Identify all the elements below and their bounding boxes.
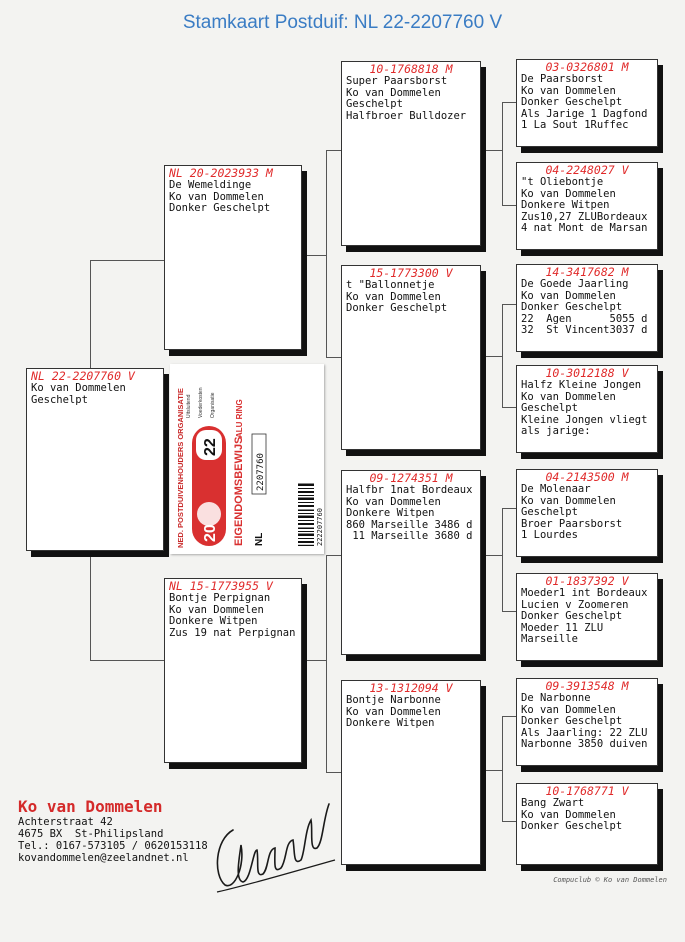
ring-number: 04-2248027 V	[545, 163, 629, 177]
info-line: Als Jarige 1 Dagfond	[521, 108, 648, 120]
connector	[90, 550, 165, 661]
signature	[205, 790, 345, 900]
certificate-graphic	[170, 364, 324, 554]
connector	[502, 102, 517, 206]
connector	[481, 770, 502, 772]
owner-email: kovandommelen@zeelandnet.nl	[18, 852, 189, 864]
info-line: Donkere Witpen	[346, 718, 435, 730]
info-line: Geschelpt	[31, 394, 88, 406]
pigeon-card-ssd	[516, 162, 658, 250]
footer-credit: Compuclub © Ko van Dommelen	[553, 876, 667, 884]
info-line: De Wemeldinge	[169, 180, 252, 191]
info-line: Donkere Witpen	[521, 200, 610, 212]
info-line: Donker Geschelpt	[521, 611, 623, 623]
ownership-certificate	[170, 364, 324, 554]
legend-item: Voederkosten	[198, 387, 204, 418]
connector	[502, 304, 517, 408]
ring-number: 09-1274351 M	[369, 471, 453, 485]
info-line: Narbonne 3850 duiven	[521, 739, 648, 751]
connector	[502, 508, 517, 612]
info-line: De Paarsborst	[521, 74, 604, 85]
info-line: Bang Zwart	[521, 798, 585, 809]
connector	[502, 716, 517, 822]
ring-number: 15-1773300 V	[369, 266, 453, 280]
connector	[481, 555, 502, 557]
pigeon-card-sss	[516, 59, 658, 147]
certificate-ring-number: 2207760	[256, 453, 266, 491]
pigeon-card-sire-dam	[341, 265, 481, 450]
info-line: Ko van Dommelen	[346, 87, 441, 99]
info-line: 1 Lourdes	[521, 530, 578, 542]
info-line: De Goede Jaarling	[521, 279, 629, 290]
info-line: 4 nat Mont de Marsan	[521, 223, 648, 235]
info-line: Ko van Dommelen	[521, 85, 616, 97]
year-right: 22	[202, 438, 219, 456]
ring-number: 01-1837392 V	[545, 574, 629, 588]
org-name: NED. POSTDUIVENHOUDERS ORGANISATIE	[176, 388, 185, 548]
info-line: "t Oliebontje	[521, 177, 604, 188]
lion-emblem-icon	[197, 502, 221, 526]
info-line: Ko van Dommelen	[521, 809, 616, 821]
ring-number: 09-3913548 M	[545, 679, 629, 693]
pigeon-card-dsd	[516, 573, 658, 661]
ring-number: NL 15-1773955 V	[169, 579, 273, 593]
pigeon-card-dam-sire	[341, 470, 481, 655]
info-line: Geschelpt	[521, 403, 578, 415]
pigeon-card-sire	[164, 165, 302, 350]
info-line: Halfbr 1nat Bordeaux	[346, 485, 473, 496]
info-line: Ko van Dommelen	[169, 604, 264, 616]
pigeon-card-dss	[516, 469, 658, 557]
pigeon-card-sdd	[516, 365, 658, 453]
info-line: De Molenaar	[521, 484, 591, 495]
connector	[302, 660, 326, 662]
info-line: 860 Marseille 3486 d	[346, 519, 473, 531]
owner-block	[18, 798, 208, 864]
info-line: 22 Agen 5055 d	[521, 313, 648, 325]
connector	[481, 356, 502, 358]
info-line: Kleine Jongen vliegt	[521, 414, 648, 426]
info-line: Ko van Dommelen	[521, 391, 616, 403]
ring-number: 14-3417682 M	[545, 265, 629, 279]
connector	[302, 255, 326, 257]
info-line: 32 St Vincent3037 d	[521, 325, 648, 337]
certificate-subtitle: ALU RING	[235, 399, 244, 438]
info-line: Bontje Narbonne	[346, 695, 441, 706]
info-line: Broer Paarsborst	[521, 518, 623, 530]
page-title: Stamkaart Postduif: NL 22-2207760 V	[182, 12, 503, 33]
owner-city: 4675 BX St-Philipsland	[18, 828, 164, 840]
barcode-number: 222207760	[316, 508, 324, 546]
info-line: Geschelpt	[521, 507, 578, 519]
info-line: Ko van Dommelen	[169, 191, 264, 203]
owner-phone: Tel.: 0167-573105 / 0620153118	[18, 840, 208, 852]
info-line: De Narbonne	[521, 693, 591, 704]
info-line: Ko van Dommelen	[31, 383, 126, 394]
info-line: Zus10,27 ZLUBordeaux	[521, 211, 648, 223]
pigeon-card-dds	[516, 678, 658, 766]
info-line: Super Paarsborst	[346, 76, 448, 87]
info-line: Geschelpt	[346, 99, 403, 111]
pigeon-card-subject	[26, 368, 164, 551]
info-line: Moeder1 int Bordeaux	[521, 588, 648, 599]
ring-number: 10-1768818 M	[369, 62, 453, 76]
info-line: Moeder 11 ZLU	[521, 622, 604, 634]
ring-number: 04-2143500 M	[545, 470, 629, 484]
info-line: Als Jaarling: 22 ZLU	[521, 727, 648, 739]
info-line: Lucien v Zoomeren	[521, 599, 629, 611]
info-line: Halfz Kleine Jongen	[521, 380, 642, 391]
info-line: Zus 19 nat Perpignan	[169, 627, 296, 639]
legend-item: Uitsluitend	[186, 394, 192, 418]
info-line: Ko van Dommelen	[521, 188, 616, 200]
info-line: Donker Geschelpt	[521, 97, 623, 109]
ring-number: 10-3012188 V	[545, 366, 629, 380]
info-line: als jarige:	[521, 426, 591, 438]
info-line: Ko van Dommelen	[521, 704, 616, 716]
info-line: Donker Geschelpt	[521, 716, 623, 728]
info-line: 11 Marseille 3680 d	[346, 531, 473, 543]
connector	[326, 555, 342, 773]
info-line: Marseille	[521, 634, 578, 646]
info-line: Halfbroer Bulldozer	[346, 110, 467, 122]
info-line: Bontje Perpignan	[169, 593, 271, 604]
info-line: Ko van Dommelen	[346, 291, 441, 303]
pigeon-card-sds	[516, 264, 658, 352]
info-line: t "Ballonnetje	[346, 280, 435, 291]
owner-name: Ko van Dommelen	[18, 797, 163, 816]
ring-number: 13-1312094 V	[369, 681, 453, 695]
info-line: Donker Geschelpt	[169, 203, 271, 215]
owner-address: Achterstraat 42	[18, 816, 113, 828]
ring-number: 03-0326801 M	[545, 60, 629, 74]
info-line: Ko van Dommelen	[521, 290, 616, 302]
ring-number: 10-1768771 V	[545, 784, 629, 798]
info-line: Donker Geschelpt	[521, 821, 623, 833]
info-line: Donker Geschelpt	[521, 302, 623, 314]
ring-number: NL 20-2023933 M	[169, 166, 273, 180]
pigeon-card-dam	[164, 578, 302, 763]
info-line: Ko van Dommelen	[346, 496, 441, 508]
info-line: Donkere Witpen	[346, 508, 435, 520]
ring-number: NL 22-2207760 V	[31, 369, 135, 383]
connector	[481, 150, 502, 152]
country-code: NL	[254, 532, 265, 546]
info-line: Donkere Witpen	[169, 616, 258, 628]
pigeon-card-dam-dam	[341, 680, 481, 865]
pigeon-card-ddd	[516, 783, 658, 865]
year-left: 20	[202, 524, 219, 542]
info-line: 1 La Sout 1Ruffec	[521, 120, 629, 132]
legend-item: Organisatie	[210, 392, 216, 418]
info-line: Donker Geschelpt	[346, 303, 448, 315]
connector	[326, 150, 342, 358]
certificate-title: EIGENDOMSBEWIJS	[233, 436, 245, 546]
info-line: Ko van Dommelen	[521, 495, 616, 507]
pigeon-card-sire-sire	[341, 61, 481, 246]
info-line: Ko van Dommelen	[346, 706, 441, 718]
connector	[90, 260, 165, 369]
